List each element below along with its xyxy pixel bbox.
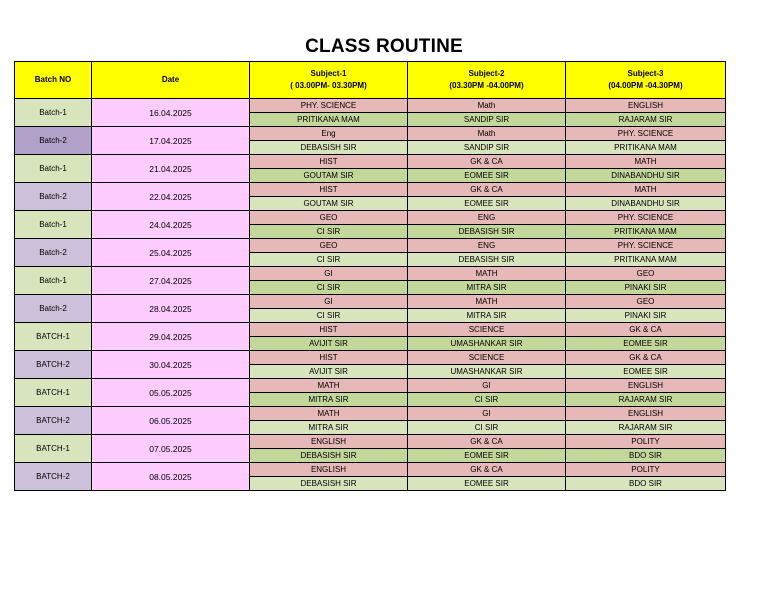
table-row [15,407,726,421]
batch-cell: BATCH-1 [15,435,92,463]
date-cell: 22.04.2025 [92,183,250,211]
subject-cell: Math [408,127,566,141]
batch-cell: Batch-2 [15,183,92,211]
batch-cell: Batch-1 [15,267,92,295]
table-row [15,351,726,365]
teacher-cell: DEBASISH SIR [250,141,408,155]
batch-cell: BATCH-1 [15,379,92,407]
header-date: Date [92,62,250,99]
table-row [15,239,726,253]
teacher-cell: RAJARAM SIR [566,113,726,127]
teacher-cell: GOUTAM SIR [250,169,408,183]
subject-cell: GI [250,267,408,281]
date-cell: 29.04.2025 [92,323,250,351]
teacher-cell: BDO SIR [566,449,726,463]
teacher-cell: MITRA SIR [250,393,408,407]
batch-cell: Batch-1 [15,99,92,127]
teacher-cell: CI SIR [408,393,566,407]
table-row [15,267,726,281]
table-row [15,323,726,337]
header-subject-1-name: Subject-1 [310,69,347,78]
subject-cell: ENGLISH [250,435,408,449]
teacher-cell: EOMEE SIR [408,477,566,491]
subject-cell: HIST [250,155,408,169]
subject-cell: Math [408,99,566,113]
teacher-cell: EOMEE SIR [408,197,566,211]
batch-cell: Batch-1 [15,211,92,239]
subject-cell: GEO [250,239,408,253]
header-subject-3-time: (04.00PM -04.30PM) [608,81,683,90]
subject-cell: MATH [250,407,408,421]
table-row [15,435,726,449]
subject-cell: GK & CA [566,351,726,365]
subject-cell: GI [408,407,566,421]
date-cell: 07.05.2025 [92,435,250,463]
date-cell: 08.05.2025 [92,463,250,491]
teacher-cell: CI SIR [250,225,408,239]
teacher-cell: DEBASISH SIR [250,477,408,491]
header-subject-2-time: (03.30PM -04.00PM) [449,81,524,90]
subject-cell: GI [250,295,408,309]
batch-cell: Batch-1 [15,155,92,183]
subject-cell: ENG [408,239,566,253]
teacher-cell: AVIJIT SIR [250,337,408,351]
table-row [15,99,726,113]
subject-cell: PHY. SCIENCE [566,211,726,225]
table-row [15,127,726,141]
routine-table [14,61,726,491]
subject-cell: POLITY [566,435,726,449]
header-batch: Batch NO [15,62,92,99]
subject-cell: GK & CA [408,183,566,197]
header-subject-1 [250,62,408,99]
teacher-cell: PRITIKANA MAM [566,225,726,239]
header-subject-2-name: Subject-2 [468,69,505,78]
teacher-cell: PRITIKANA MAM [250,113,408,127]
subject-cell: PHY. SCIENCE [566,127,726,141]
teacher-cell: PINAKI SIR [566,309,726,323]
subject-cell: MATH [566,183,726,197]
subject-cell: MATH [566,155,726,169]
header-subject-3-name: Subject-3 [627,69,664,78]
subject-cell: POLITY [566,463,726,477]
teacher-cell: GOUTAM SIR [250,197,408,211]
header-row [15,62,726,99]
teacher-cell: RAJARAM SIR [566,421,726,435]
subject-cell: ENGLISH [566,407,726,421]
subject-cell: HIST [250,183,408,197]
teacher-cell: PRITIKANA MAM [566,253,726,267]
teacher-cell: CI SIR [250,253,408,267]
subject-cell: ENGLISH [566,99,726,113]
subject-cell: ENGLISH [566,379,726,393]
batch-cell: Batch-2 [15,239,92,267]
teacher-cell: AVIJIT SIR [250,365,408,379]
teacher-cell: EOMEE SIR [566,365,726,379]
teacher-cell: CI SIR [250,281,408,295]
date-cell: 28.04.2025 [92,295,250,323]
routine-body [15,99,726,491]
date-cell: 16.04.2025 [92,99,250,127]
table-row [15,295,726,309]
batch-cell: BATCH-2 [15,463,92,491]
table-row [15,183,726,197]
subject-cell: PHY. SCIENCE [250,99,408,113]
teacher-cell: DINABANDHU SIR [566,197,726,211]
teacher-cell: SANDIP SIR [408,141,566,155]
teacher-cell: RAJARAM SIR [566,393,726,407]
subject-cell: MATH [408,295,566,309]
teacher-cell: DEBASISH SIR [408,253,566,267]
teacher-cell: PRITIKANA MAM [566,141,726,155]
date-cell: 24.04.2025 [92,211,250,239]
date-cell: 27.04.2025 [92,267,250,295]
subject-cell: GK & CA [408,435,566,449]
table-row [15,463,726,477]
subject-cell: GK & CA [566,323,726,337]
subject-cell: SCIENCE [408,323,566,337]
header-subject-1-time: ( 03.00PM- 03.30PM) [290,81,367,90]
teacher-cell: DEBASISH SIR [408,225,566,239]
teacher-cell: DINABANDHU SIR [566,169,726,183]
teacher-cell: UMASHANKAR SIR [408,337,566,351]
subject-cell: GK & CA [408,155,566,169]
header-subject-2 [408,62,566,99]
subject-cell: MATH [408,267,566,281]
teacher-cell: MITRA SIR [408,281,566,295]
subject-cell: ENGLISH [250,463,408,477]
batch-cell: BATCH-2 [15,407,92,435]
page-title: CLASS ROUTINE [305,36,463,57]
subject-cell: GEO [250,211,408,225]
teacher-cell: EOMEE SIR [408,169,566,183]
subject-cell: Eng [250,127,408,141]
header-subject-3 [566,62,726,99]
table-row [15,379,726,393]
subject-cell: GK & CA [408,463,566,477]
subject-cell: SCIENCE [408,351,566,365]
subject-cell: HIST [250,351,408,365]
table-row [15,211,726,225]
date-cell: 17.04.2025 [92,127,250,155]
date-cell: 05.05.2025 [92,379,250,407]
teacher-cell: MITRA SIR [250,421,408,435]
teacher-cell: UMASHANKAR SIR [408,365,566,379]
date-cell: 21.04.2025 [92,155,250,183]
teacher-cell: PINAKI SIR [566,281,726,295]
teacher-cell: MITRA SIR [408,309,566,323]
teacher-cell: EOMEE SIR [408,449,566,463]
teacher-cell: SANDIP SIR [408,113,566,127]
date-cell: 30.04.2025 [92,351,250,379]
subject-cell: PHY. SCIENCE [566,239,726,253]
subject-cell: GI [408,379,566,393]
subject-cell: GEO [566,267,726,281]
subject-cell: HIST [250,323,408,337]
batch-cell: Batch-2 [15,127,92,155]
teacher-cell: BDO SIR [566,477,726,491]
table-row [15,155,726,169]
batch-cell: BATCH-2 [15,351,92,379]
batch-cell: Batch-2 [15,295,92,323]
batch-cell: BATCH-1 [15,323,92,351]
teacher-cell: EOMEE SIR [566,337,726,351]
teacher-cell: CI SIR [408,421,566,435]
teacher-cell: CI SIR [250,309,408,323]
subject-cell: GEO [566,295,726,309]
subject-cell: MATH [250,379,408,393]
date-cell: 25.04.2025 [92,239,250,267]
teacher-cell: DEBASISH SIR [250,449,408,463]
date-cell: 06.05.2025 [92,407,250,435]
subject-cell: ENG [408,211,566,225]
